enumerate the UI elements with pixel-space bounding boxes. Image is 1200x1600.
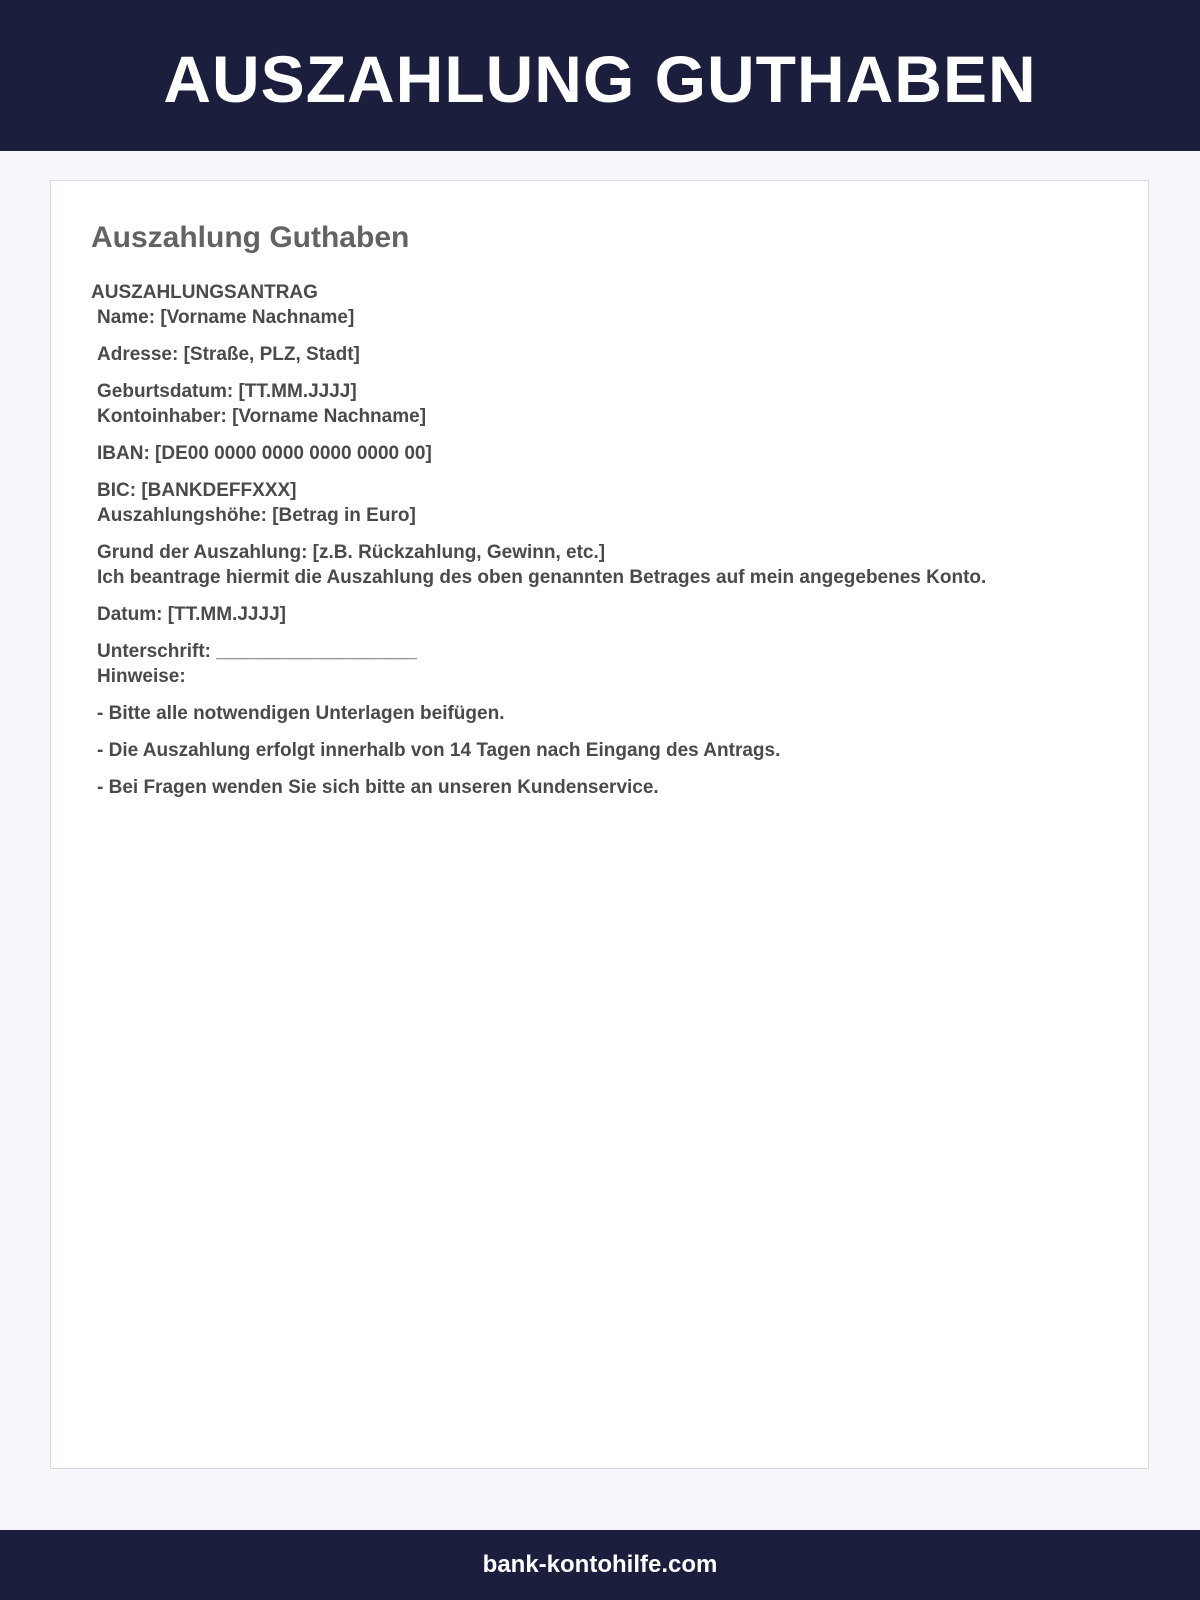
footer-website: bank-kontohilfe.com [482,1551,718,1578]
notes-heading: Hinweise: [97,666,186,687]
document-title: Auszahlung Guthaben [91,221,410,254]
signature-line: Unterschrift: ___________________ [97,641,418,662]
document-body [91,281,1111,800]
account-holder-line: Kontoinhaber: [Vorname Nachname] [97,406,427,427]
note-item: - Bitte alle notwendigen Unterlagen beifügen. [97,703,505,724]
document-heading: AUSZAHLUNGSANTRAG [91,282,318,303]
request-statement: Ich beantrage hiermit die Auszahlung des oben genannten Betrages auf mein angegebenes Konto. [97,567,987,588]
name-line: Name: [Vorname Nachname] [97,307,355,328]
header-title: AUSZAHLUNG GUTHABEN [163,41,1037,116]
iban-line: IBAN: [DE00 0000 0000 0000 0000 00] [97,443,432,464]
bic-line: BIC: [BANKDEFFXXX] [97,480,297,501]
page-footer [0,1530,1200,1600]
page-header [0,0,1200,151]
date-line: Datum: [TT.MM.JJJJ] [97,604,286,625]
reason-line: Grund der Auszahlung: [z.B. Rückzahlung, Gewinn, etc.] [97,542,606,563]
note-item: - Die Auszahlung erfolgt innerhalb von 14 Tagen nach Eingang des Antrags. [97,740,781,761]
note-item: - Bei Fragen wenden Sie sich bitte an unseren Kundenservice. [97,777,659,798]
address-line: Adresse: [Straße, PLZ, Stadt] [97,344,360,365]
amount-line: Auszahlungshöhe: [Betrag in Euro] [97,505,416,526]
birthdate-line: Geburtsdatum: [TT.MM.JJJJ] [97,381,357,402]
document-card [50,180,1149,1469]
